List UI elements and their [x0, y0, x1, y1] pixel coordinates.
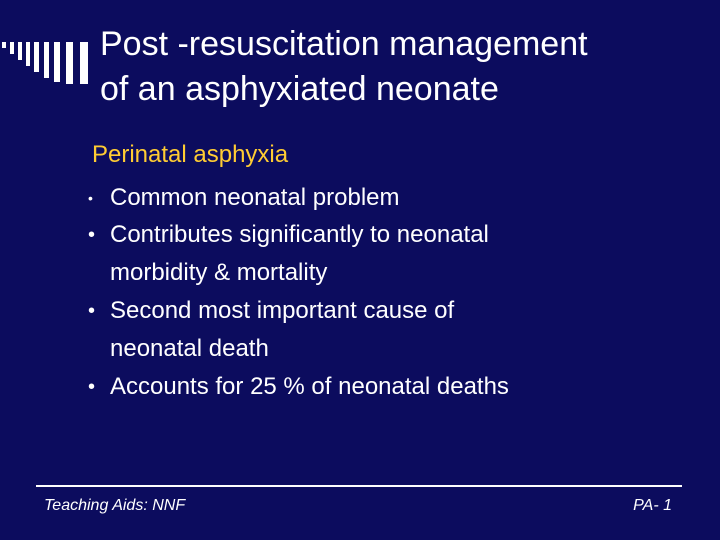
bullet-item: [88, 216, 708, 292]
bullet-item: [88, 368, 708, 406]
bullet-item: [88, 180, 708, 216]
bullet-text-continued: neonatal death: [110, 335, 269, 362]
bar-1: [2, 42, 6, 48]
bullet-text: Accounts for 25 % of neonatal deaths: [110, 373, 509, 400]
slide-number: PA- 1: [633, 497, 672, 514]
bullet-text: Second most important cause of: [110, 297, 455, 324]
bullet-list: [88, 180, 708, 406]
title-line-1: Post -resuscitation management: [100, 25, 588, 63]
bullet-text: Common neonatal problem: [110, 184, 400, 211]
section-heading: Perinatal asphyxia: [92, 141, 289, 168]
bar-7: [54, 42, 60, 82]
bullet-marker: •: [88, 190, 93, 206]
bar-4: [26, 42, 30, 66]
bar-3: [18, 42, 22, 60]
bar-5: [34, 42, 39, 72]
vertical-bars-icon: [0, 40, 100, 84]
bullet-item: [88, 292, 708, 368]
bar-2: [10, 42, 14, 54]
slide-title: [100, 22, 710, 112]
bullet-marker: •: [88, 376, 96, 398]
bar-9: [80, 42, 88, 84]
title-line-2: of an asphyxiated neonate: [100, 70, 499, 108]
footer-divider: [36, 485, 682, 487]
bullet-marker: •: [88, 224, 96, 246]
bar-6: [44, 42, 49, 78]
bar-8: [66, 42, 73, 84]
bullet-text: Contributes significantly to neonatal: [110, 221, 489, 248]
footer-source: Teaching Aids: NNF: [44, 497, 186, 514]
bullet-text-continued: morbidity & mortality: [110, 259, 328, 286]
bullet-marker: •: [88, 300, 96, 322]
